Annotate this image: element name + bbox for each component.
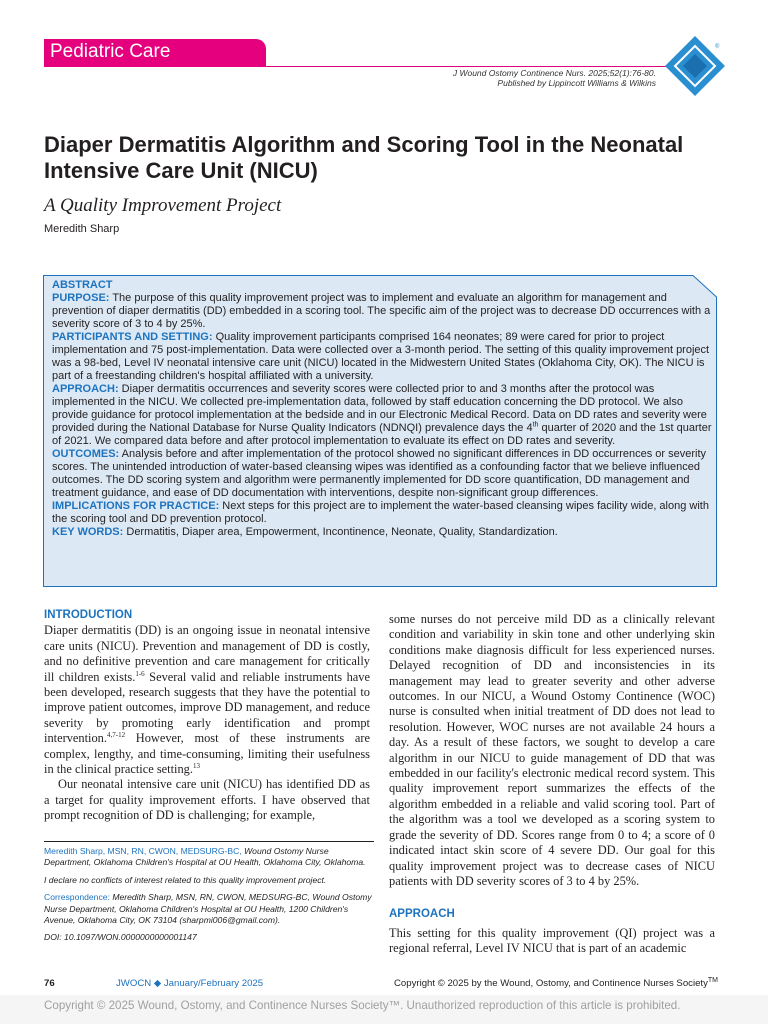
purpose-label: PURPOSE: bbox=[52, 292, 110, 304]
approach-sup: th bbox=[532, 421, 539, 429]
copyright-banner-text: Copyright © 2025 Wound, Ostomy, and Continence Nurses Society™. Unauthorized reproduction of this article is prohibited. bbox=[44, 999, 681, 1012]
doi-note[interactable]: DOI: 10.1097/WON.0000000000001147 bbox=[44, 932, 197, 943]
copyright-tm: TM bbox=[707, 976, 718, 984]
approach-text-b: quarter of 2020 and the 1st quarter of 2021. We compared data before and after protocol implementation to evaluate its effect on DD rates and severity. bbox=[52, 422, 712, 447]
abstract-purpose bbox=[52, 292, 712, 331]
abstract-text bbox=[52, 279, 712, 539]
participants-label: PARTICIPANTS AND SETTING: bbox=[52, 331, 213, 343]
article-title: Diaper Dermatitis Algorithm and Scoring Tool in the Neonatal Intensive Care Unit (NICU) bbox=[44, 132, 684, 183]
abstract-box bbox=[43, 275, 717, 587]
abstract-outcomes bbox=[52, 448, 712, 500]
abstract-implications bbox=[52, 500, 712, 526]
intro-paragraph-1 bbox=[44, 623, 370, 777]
ref-sup: 1-6 bbox=[135, 669, 145, 678]
ref-sup: 13 bbox=[192, 761, 200, 770]
purpose-text: The purpose of this quality improvement project was to implement and evaluate an algorithm for management and prevention of diaper dermatitis (DD) embedded in a scoring tool. The specific aim of the project was to decrease DD occurrences with a severity score of 3 to 4 by 25%. bbox=[52, 292, 711, 330]
approach-paragraph: This setting for this quality improvement (QI) project was a regional referral, Level IV NICU that is part of an academic bbox=[389, 926, 715, 956]
intro-text-b: Several valid and reliable instruments have been developed, research suggests that they have the potential to improve patient outcomes, improve DD management, and reduce severity by promoting early identification and prompt intervention. bbox=[44, 669, 370, 746]
header-rule bbox=[44, 66, 672, 67]
author-notes bbox=[44, 846, 374, 950]
citation bbox=[453, 68, 656, 88]
intro-text-c: However, most of these instruments are complex, lengthy, and time-consuming, limiting their usefulness in the clinical practice setting. bbox=[44, 731, 370, 777]
copyright-banner bbox=[0, 995, 768, 1024]
participants-text: Quality improvement participants comprised 164 neonates; 89 were cared for prior to project implementation and 75 post-implementation. Data were collected over a 3-month period. The setting of this quality improvement project was a 98-bed, Level IV neonatal intensive care unit (NICU) located in the Midwestern United States (Oklahoma City, OK). The NICU is part of a freestanding children's hospital affiliated with a university. bbox=[52, 331, 710, 382]
copyright-text: Copyright © 2025 by the Wound, Ostomy, and Continence Nurses Society bbox=[394, 978, 708, 989]
correspondence-note bbox=[44, 892, 374, 926]
affiliation-note bbox=[44, 846, 374, 869]
abstract-heading: ABSTRACT bbox=[52, 279, 113, 291]
page-number: 76 bbox=[44, 978, 55, 989]
approach-label: APPROACH: bbox=[52, 383, 119, 395]
outcomes-label: OUTCOMES: bbox=[52, 448, 120, 460]
journal-issue: JWOCN ◆ January/February 2025 bbox=[116, 978, 264, 989]
section-label: Pediatric Care bbox=[50, 41, 171, 62]
citation-line: J Wound Ostomy Continence Nurs. 2025;52(1):76-80. bbox=[452, 68, 656, 78]
approach-text-a: Diaper dermatitis occurrences and severity scores were collected prior to and 3 months after the protocol was implemented in the NICU. We collected pre-implementation data, followed by staff education concerning the DD protocol. We also provide guidance for protocol implementation at the bedside and in our Electronic Medical Record. Data on DD rates and severity were provided during the National Database for Nurse Quality Indicators (NDNQI) prevalence days the 4 bbox=[52, 383, 707, 434]
svg-text:®: ® bbox=[715, 44, 720, 50]
keywords-label: KEY WORDS: bbox=[52, 526, 124, 538]
affil-text: Wound Ostomy Nurse Department, Oklahoma Children's Hospital at OU Health, Oklahoma City, Oklahoma. bbox=[44, 846, 366, 868]
publisher-line: Published by Lippincott Williams & Wilkins bbox=[497, 78, 656, 88]
affil-name: Meredith Sharp, MSN, RN, CWON, MEDSURG-BC, bbox=[44, 846, 242, 856]
conflict-note: I declare no conflicts of interest related to this quality improvement project. bbox=[44, 874, 327, 885]
section-tab bbox=[44, 39, 266, 66]
abstract-keywords bbox=[52, 526, 712, 539]
copyright-line bbox=[394, 978, 718, 989]
intro-paragraph-2: Our neonatal intensive care unit (NICU) has identified DD as a target for quality improvement efforts. I have observed that prompt recognition of DD is challenging; for example, bbox=[44, 777, 370, 823]
corr-text: Meredith Sharp, MSN, RN, CWON, MEDSURG-BC, Wound Ostomy Nurse Department, Oklahoma Children's Hospital at OU Health, 1200 Children's Avenue, Oklahoma City, OK 73104 (sharpmi006@gmail.com). bbox=[44, 892, 372, 926]
journal-logo-icon bbox=[663, 34, 727, 98]
outcomes-text: Analysis before and after implementation of the protocol showed no significant differences in DD occurrences or severity scores. The unintended introduction of water-based cleansing wipes was identified as a confounding factor that we believe influenced outcomes. The DD scoring system and algorithm were permanently implemented for DD score quantification, DD management and treatment guidance, and ease of DD documentation with interventions, despite non-significant group differences. bbox=[52, 448, 707, 499]
notes-divider bbox=[44, 841, 374, 842]
approach-heading: APPROACH bbox=[389, 908, 455, 920]
keywords-text: Dermatitis, Diaper area, Empowerment, Incontinence, Neonate, Quality, Standardization. bbox=[123, 526, 558, 538]
ref-sup: 4,7-12 bbox=[106, 731, 126, 740]
abstract-participants bbox=[52, 331, 712, 383]
right-paragraph: some nurses do not perceive mild DD as a clinically relevant condition and variability in skin tone and other underlying skin conditions make diagnosis difficult for less experienced nurses. Delayed recognition of DD and inconsistencies in its management may lead to greater severity and other adverse outcomes. In our NICU, a Wound Ostomy Continence (WOC) nurse is consulted when initial treatment of DD does not lead to resolution. However, WOC nurses are not available 24 hours a day. As a result of these factors, we sought to develop a care algorithm in our NICU to guide management of DD that was embedded in our facility's electronic medical record system. This quality improvement report summarizes the effects of the algorithm embedded in a reliable and valid scoring tool. Part of the algorithm was a tool we developed as a scoring system to grade the severity of DD. Scores range from 0 to 4; a score of 0 indicated intact skin score of 4 severe DD. Our goal for this quality improvement project was to decrease cases of NICU patients with DD severity scores of 3 to 4 by 25%. bbox=[389, 612, 715, 888]
implications-label: IMPLICATIONS FOR PRACTICE: bbox=[52, 500, 220, 512]
corr-label: Correspondence: bbox=[44, 892, 110, 903]
approach-body bbox=[389, 926, 715, 957]
left-column bbox=[44, 608, 370, 824]
right-column bbox=[389, 612, 715, 889]
abstract-approach bbox=[52, 383, 712, 448]
implications-text: Next steps for this project are to implement the water-based cleansing wipes facility wide, along with the scoring tool and DD prevention protocol. bbox=[52, 500, 709, 525]
author-name: Meredith Sharp bbox=[44, 223, 120, 235]
article-subtitle: A Quality Improvement Project bbox=[44, 195, 282, 216]
intro-text-a: Diaper dermatitis (DD) is an ongoing issue in neonatal intensive care units (NICU). Prevention and management of DD is costly, and no definitive prevention and care management for critically ill children exists. bbox=[44, 623, 370, 684]
introduction-heading: INTRODUCTION bbox=[44, 609, 133, 621]
